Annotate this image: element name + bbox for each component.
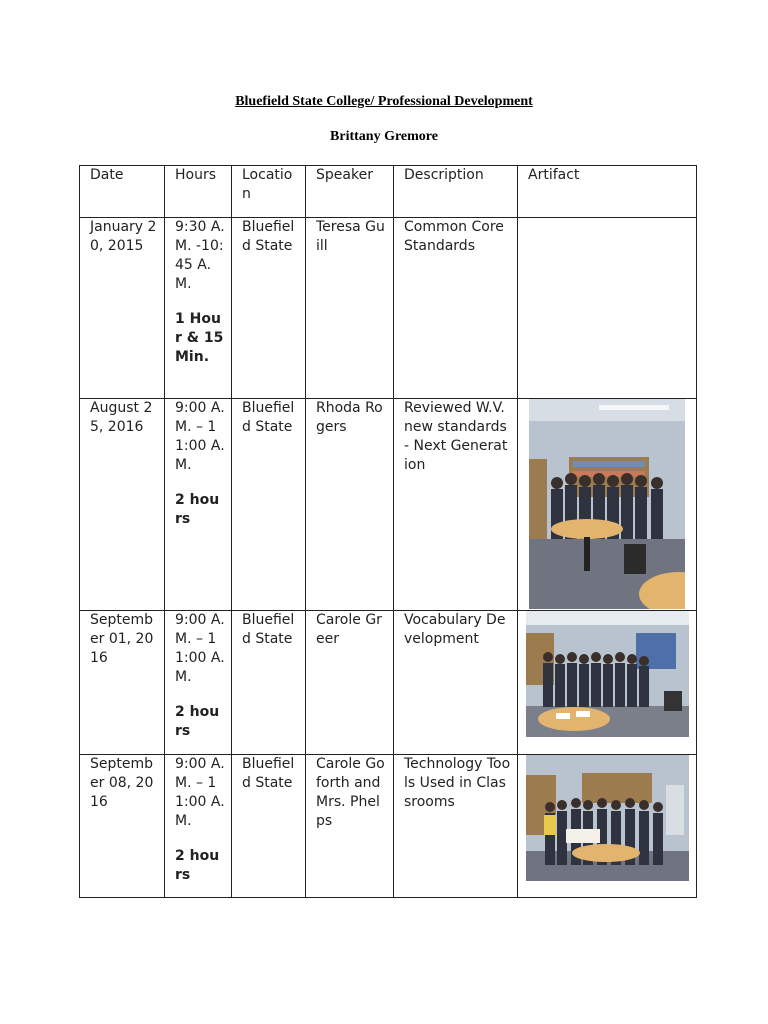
header-description: Description	[394, 166, 518, 218]
time-range: 9:30 A.M. -10:45 A.M.	[175, 219, 225, 292]
hours-cell	[165, 399, 232, 611]
hours-cell	[165, 218, 232, 399]
speaker-cell: Carole Goforth and Mrs. Phelps	[306, 755, 394, 898]
group-photo-classroom	[526, 611, 689, 737]
table-row	[80, 218, 697, 399]
header-hours: Hours	[165, 166, 232, 218]
table-header-row	[80, 166, 697, 218]
artifact-cell	[518, 755, 697, 898]
document-title: Bluefield State College/ Professional Development	[235, 94, 533, 109]
group-photo-classroom	[526, 755, 689, 881]
document-author: Brittany Gremore	[330, 129, 438, 144]
location-cell: Bluefield State	[232, 399, 306, 611]
header-artifact: Artifact	[518, 166, 697, 218]
location-cell: Bluefield State	[232, 611, 306, 755]
hours-cell	[165, 611, 232, 755]
date-cell: August 25, 2016	[80, 399, 165, 611]
header-location: Location	[232, 166, 306, 218]
description-cell: Vocabulary Development	[394, 611, 518, 755]
speaker-cell: Teresa Guill	[306, 218, 394, 399]
time-range: 9:00 A.M. – 11:00 A.M.	[175, 400, 225, 473]
header-date: Date	[80, 166, 165, 218]
table-row	[80, 755, 697, 898]
date-cell: January 20, 2015	[80, 218, 165, 399]
date-cell: September 01, 2016	[80, 611, 165, 755]
location-cell: Bluefield State	[232, 218, 306, 399]
speaker-cell: Carole Greer	[306, 611, 394, 755]
hours-cell	[165, 755, 232, 898]
duration: 2 hours	[175, 492, 220, 527]
description-cell: Common Core Standards	[394, 218, 518, 399]
time-range: 9:00 A.M. – 11:00 A.M.	[175, 612, 225, 685]
table-row	[80, 611, 697, 755]
description-cell: Reviewed W.V. new standards- Next Generation	[394, 399, 518, 611]
speaker-cell: Rhoda Rogers	[306, 399, 394, 611]
group-photo-classroom	[529, 399, 685, 609]
location-cell: Bluefield State	[232, 755, 306, 898]
duration: 2 hours	[175, 704, 220, 739]
artifact-cell	[518, 218, 697, 399]
time-range: 9:00 A.M. – 11:00 A.M.	[175, 756, 225, 829]
artifact-cell	[518, 611, 697, 755]
duration: 2 hours	[175, 848, 220, 883]
table-row	[80, 399, 697, 611]
header-speaker: Speaker	[306, 166, 394, 218]
date-cell: September 08, 2016	[80, 755, 165, 898]
professional-development-table	[79, 165, 697, 898]
description-cell: Technology Tools Used in Classrooms	[394, 755, 518, 898]
duration: 1 Hour & 15 Min.	[175, 311, 224, 365]
artifact-cell	[518, 399, 697, 611]
